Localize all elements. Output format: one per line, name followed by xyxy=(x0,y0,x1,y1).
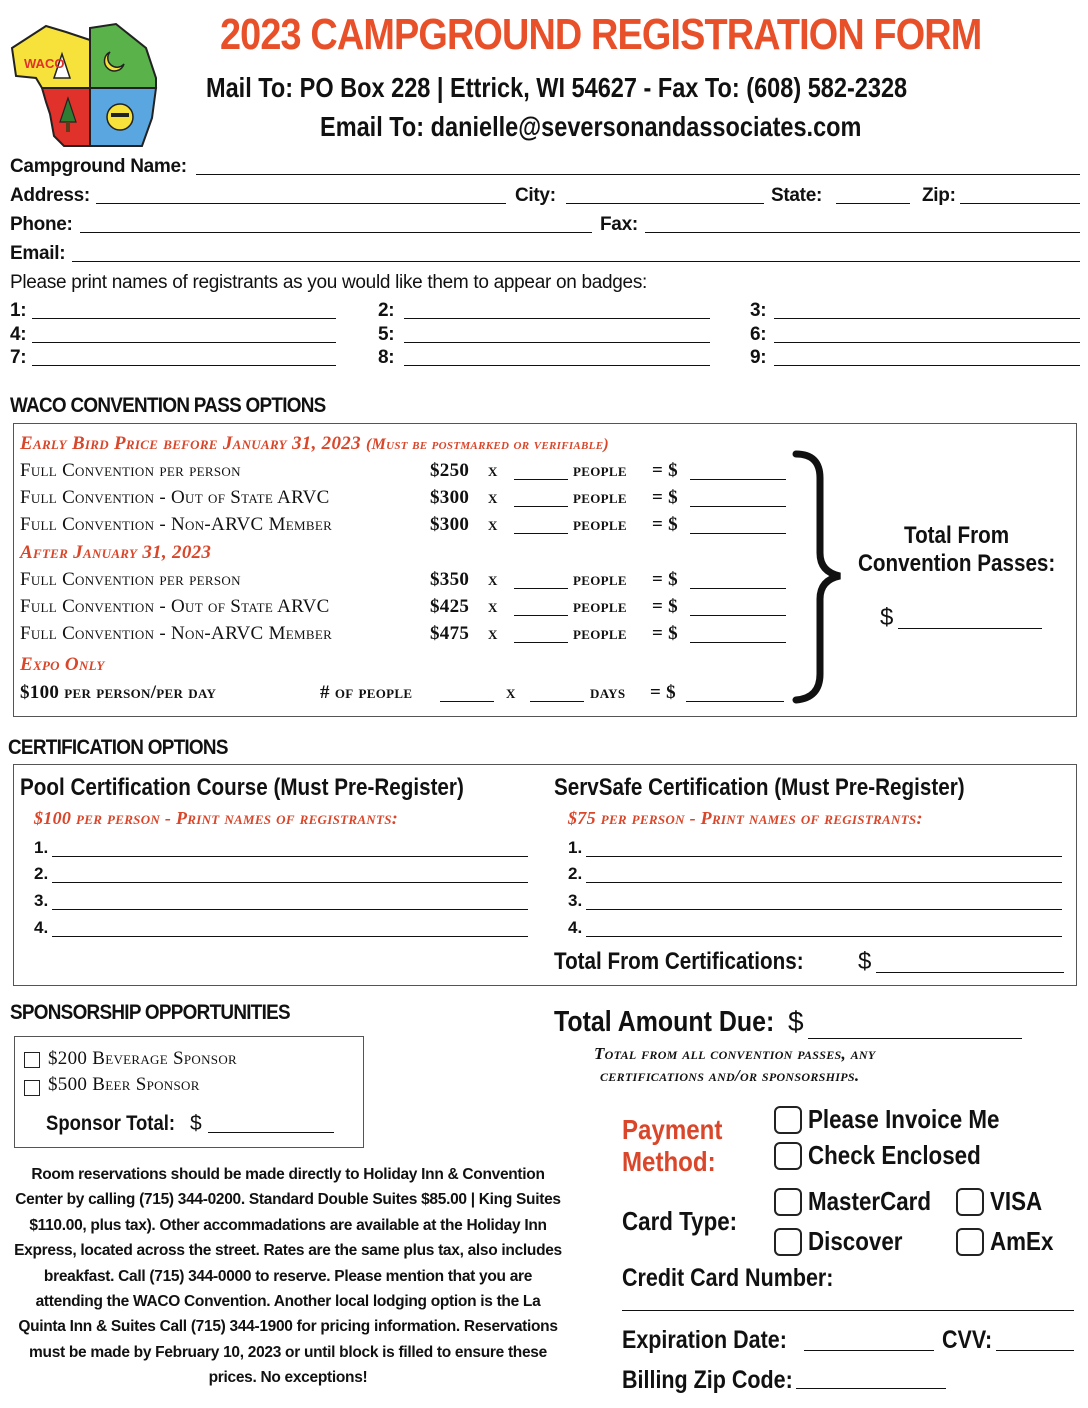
pass-amount-field[interactable] xyxy=(690,615,786,616)
visa-label: VISA xyxy=(990,1186,1043,1216)
pass-eq: = $ xyxy=(652,623,678,644)
sponsor-total-dollar: $ xyxy=(190,1112,202,1135)
expo-people-label: # of people xyxy=(320,682,413,703)
pass-x: x xyxy=(488,514,498,535)
cert-total-label: Total From Certifications: xyxy=(554,948,804,975)
early-bird-note: (Must be postmarked or verifiable) xyxy=(365,436,609,453)
sponsor-total-field[interactable] xyxy=(208,1132,334,1133)
cert-row-number: 4. xyxy=(568,918,583,937)
expiration-field[interactable] xyxy=(804,1350,934,1351)
logo-text: WACO xyxy=(24,56,65,71)
badge-number: 9: xyxy=(750,347,767,368)
pass-people-field[interactable] xyxy=(514,533,568,534)
cert-name-field[interactable] xyxy=(52,936,528,937)
badge-field[interactable] xyxy=(404,318,710,319)
pass-name: Full Convention - Out of State ARVC xyxy=(20,596,330,617)
city-field[interactable] xyxy=(566,203,764,204)
billing-zip-field[interactable] xyxy=(796,1388,946,1389)
pass-people: people xyxy=(573,487,627,508)
pass-people: people xyxy=(573,460,627,481)
cert-name-field[interactable] xyxy=(586,882,1062,883)
pass-eq: = $ xyxy=(652,460,678,481)
pass-eq: = $ xyxy=(652,514,678,535)
pass-price: $300 xyxy=(430,487,470,508)
mastercard-label: MasterCard xyxy=(808,1186,932,1216)
expo-people-field[interactable] xyxy=(440,701,494,702)
expo-eq: = $ xyxy=(650,682,676,703)
sponsorship-heading: SPONSORSHIP OPPORTUNITIES xyxy=(10,1001,290,1024)
pass-amount-field[interactable] xyxy=(690,588,786,589)
cvv-field[interactable] xyxy=(996,1350,1074,1351)
servsafe-title: ServSafe Certification (Must Pre-Register) xyxy=(554,774,965,801)
certification-heading: CERTIFICATION OPTIONS xyxy=(8,736,228,759)
pass-people: people xyxy=(573,514,627,535)
fax-label: Fax: xyxy=(600,214,638,235)
amex-checkbox[interactable] xyxy=(956,1228,984,1256)
pass-people-field[interactable] xyxy=(514,615,568,616)
city-label: City: xyxy=(515,185,556,206)
total-due-dollar: $ xyxy=(788,1006,804,1037)
badge-number: 5: xyxy=(378,324,395,345)
convention-heading: WACO CONVENTION PASS OPTIONS xyxy=(10,394,326,417)
badge-field[interactable] xyxy=(404,365,710,366)
expo-row-label: $100 per person/per day xyxy=(20,682,217,703)
cert-name-field[interactable] xyxy=(586,936,1062,937)
cert-row-number: 1. xyxy=(34,838,49,857)
pass-people-field[interactable] xyxy=(514,588,568,589)
pass-x: x xyxy=(488,487,498,508)
beer-sponsor-label: $500 Beer Sponsor xyxy=(48,1074,200,1095)
invoice-checkbox[interactable] xyxy=(774,1106,802,1134)
pass-amount-field[interactable] xyxy=(690,479,786,480)
badge-field[interactable] xyxy=(32,365,336,366)
card-number-label: Credit Card Number: xyxy=(622,1264,834,1292)
pass-amount-field[interactable] xyxy=(690,533,786,534)
cert-row-number: 2. xyxy=(568,864,583,883)
expo-label: Expo Only xyxy=(20,654,105,675)
email-line: Email To: danielle@seversonandassociates.com xyxy=(320,111,862,142)
badge-number: 8: xyxy=(378,347,395,368)
pass-amount-field[interactable] xyxy=(690,642,786,643)
zip-field[interactable] xyxy=(960,203,1080,204)
cert-row-number: 3. xyxy=(34,891,49,910)
pass-people: people xyxy=(573,596,627,617)
address-field[interactable] xyxy=(96,203,506,204)
discover-label: Discover xyxy=(808,1226,903,1256)
badge-number: 2: xyxy=(378,300,395,321)
fax-field[interactable] xyxy=(645,232,1080,233)
badge-field[interactable] xyxy=(404,342,710,343)
convention-total-dollar: $ xyxy=(880,604,894,631)
cert-name-field[interactable] xyxy=(52,909,528,910)
state-field[interactable] xyxy=(836,203,910,204)
discover-checkbox[interactable] xyxy=(774,1228,802,1256)
beverage-sponsor-checkbox[interactable] xyxy=(24,1052,40,1068)
cert-name-field[interactable] xyxy=(52,882,528,883)
check-label: Check Enclosed xyxy=(808,1140,981,1170)
sponsor-total-label: Sponsor Total: xyxy=(46,1112,176,1135)
total-due-label: Total Amount Due: xyxy=(554,1006,775,1038)
pass-x: x xyxy=(488,569,498,590)
pass-price: $475 xyxy=(430,623,470,644)
mail-line: Mail To: PO Box 228 | Ettrick, WI 54627 - Fax To: (608) 582-2328 xyxy=(206,72,908,103)
billing-zip-label: Billing Zip Code: xyxy=(622,1366,793,1394)
total-due-note-2: certifications and/or sponsorships. xyxy=(600,1066,860,1085)
waco-logo xyxy=(6,18,158,148)
pass-people: people xyxy=(573,623,627,644)
beer-sponsor-checkbox[interactable] xyxy=(24,1080,40,1096)
card-number-field[interactable] xyxy=(622,1310,1074,1311)
invoice-label: Please Invoice Me xyxy=(808,1104,1000,1134)
pass-x: x xyxy=(488,460,498,481)
pass-name: Full Convention per person xyxy=(20,460,241,481)
zip-label: Zip: xyxy=(922,185,956,206)
expo-amount-field[interactable] xyxy=(686,701,784,702)
cert-name-field[interactable] xyxy=(586,909,1062,910)
card-type-label: Card Type: xyxy=(622,1206,738,1236)
badge-number: 7: xyxy=(10,347,27,368)
campground-name-field[interactable] xyxy=(196,174,1080,175)
pass-people-field[interactable] xyxy=(514,506,568,507)
convention-total-label-1: Total From xyxy=(904,522,1010,549)
pass-price: $300 xyxy=(430,514,470,535)
badge-field[interactable] xyxy=(32,342,336,343)
expiration-label: Expiration Date: xyxy=(622,1326,787,1354)
pass-eq: = $ xyxy=(652,596,678,617)
pass-eq: = $ xyxy=(652,487,678,508)
expo-x: x xyxy=(506,682,516,703)
badge-number: 1: xyxy=(10,300,27,321)
badge-field[interactable] xyxy=(32,318,336,319)
after-label: After January 31, 2023 xyxy=(20,542,212,563)
cvv-label: CVV: xyxy=(942,1326,993,1354)
badge-number: 6: xyxy=(750,324,767,345)
pass-price: $350 xyxy=(430,569,470,590)
pass-x: x xyxy=(488,596,498,617)
mastercard-checkbox[interactable] xyxy=(774,1188,802,1216)
campground-name-label: Campground Name: xyxy=(10,156,187,177)
beverage-sponsor-label: $200 Beverage Sponsor xyxy=(48,1048,237,1069)
address-label: Address: xyxy=(10,185,90,206)
badge-field[interactable] xyxy=(774,318,1080,319)
form-title: 2023 CAMPGROUND REGISTRATION FORM xyxy=(220,10,982,59)
convention-total-field[interactable] xyxy=(898,628,1042,629)
cert-row-number: 3. xyxy=(568,891,583,910)
pass-name: Full Convention per person xyxy=(20,569,241,590)
badge-number: 3: xyxy=(750,300,767,321)
pass-price: $250 xyxy=(430,460,470,481)
cert-name-field[interactable] xyxy=(52,856,528,857)
cert-name-field[interactable] xyxy=(586,856,1062,857)
pass-price: $425 xyxy=(430,596,470,617)
badge-field[interactable] xyxy=(774,365,1080,366)
expo-days-label: days xyxy=(590,682,626,703)
pass-eq: = $ xyxy=(652,569,678,590)
pass-name: Full Convention - Non-ARVC Member xyxy=(20,514,333,535)
pass-name: Full Convention - Out of State ARVC xyxy=(20,487,330,508)
email-field[interactable] xyxy=(72,261,1080,262)
total-due-field[interactable] xyxy=(808,1038,1022,1039)
pass-people-field[interactable] xyxy=(514,479,568,480)
cert-row-number: 1. xyxy=(568,838,583,857)
pass-amount-field[interactable] xyxy=(690,506,786,507)
pool-price: $100 per person - Print names of registrants: xyxy=(34,808,399,828)
phone-field[interactable] xyxy=(80,232,592,233)
cert-row-number: 4. xyxy=(34,918,49,937)
phone-label: Phone: xyxy=(10,214,73,235)
total-due-note-1: Total from all convention passes, any xyxy=(594,1044,876,1063)
pass-people-field[interactable] xyxy=(514,642,568,643)
check-checkbox[interactable] xyxy=(774,1142,802,1170)
payment-method-label-2: Method: xyxy=(622,1146,716,1177)
servsafe-price: $75 per person - Print names of registrants: xyxy=(568,808,923,828)
cert-total-field[interactable] xyxy=(876,972,1064,973)
state-label: State: xyxy=(771,185,822,206)
early-bird-label xyxy=(20,433,609,455)
early-bird-text: Early Bird Price before January 31, 2023 xyxy=(20,433,361,454)
payment-method-label-1: Payment xyxy=(622,1114,723,1145)
room-reservation-text: Room reservations should be made directly to Holiday Inn & Convention Center by calling (715) 344-0200. Standard Double Suites $85.00 | King Suites $110.00, plus tax). Other accommadations are available at the Holiday Inn Express, located across the street. Rates are the same plus tax, also includes breakfast. Call (715) 344-0000 to reserve. Please mention that you are attending the WACO Convention. Another local lodging option is the La Quinta Inn & Suites Call (715) 344-1900 for pricing information. Reservations must be made by February 10, 2023 or until block is filled to ensure these prices. No exceptions! xyxy=(14,1166,562,1387)
email-label: Email: xyxy=(10,243,66,264)
badge-field[interactable] xyxy=(774,342,1080,343)
brace-icon xyxy=(790,448,850,706)
pass-name: Full Convention - Non-ARVC Member xyxy=(20,623,333,644)
cert-total-dollar: $ xyxy=(858,948,872,975)
badge-number: 4: xyxy=(10,324,27,345)
cert-row-number: 2. xyxy=(34,864,49,883)
visa-checkbox[interactable] xyxy=(956,1188,984,1216)
pass-people: people xyxy=(573,569,627,590)
convention-total-label-2: Convention Passes: xyxy=(858,550,1056,577)
expo-days-field[interactable] xyxy=(530,701,584,702)
badges-note: Please print names of registrants as you would like them to appear on badges: xyxy=(10,272,648,293)
amex-label: AmEx xyxy=(990,1226,1054,1256)
pass-x: x xyxy=(488,623,498,644)
pool-title: Pool Certification Course (Must Pre-Register) xyxy=(20,774,464,801)
